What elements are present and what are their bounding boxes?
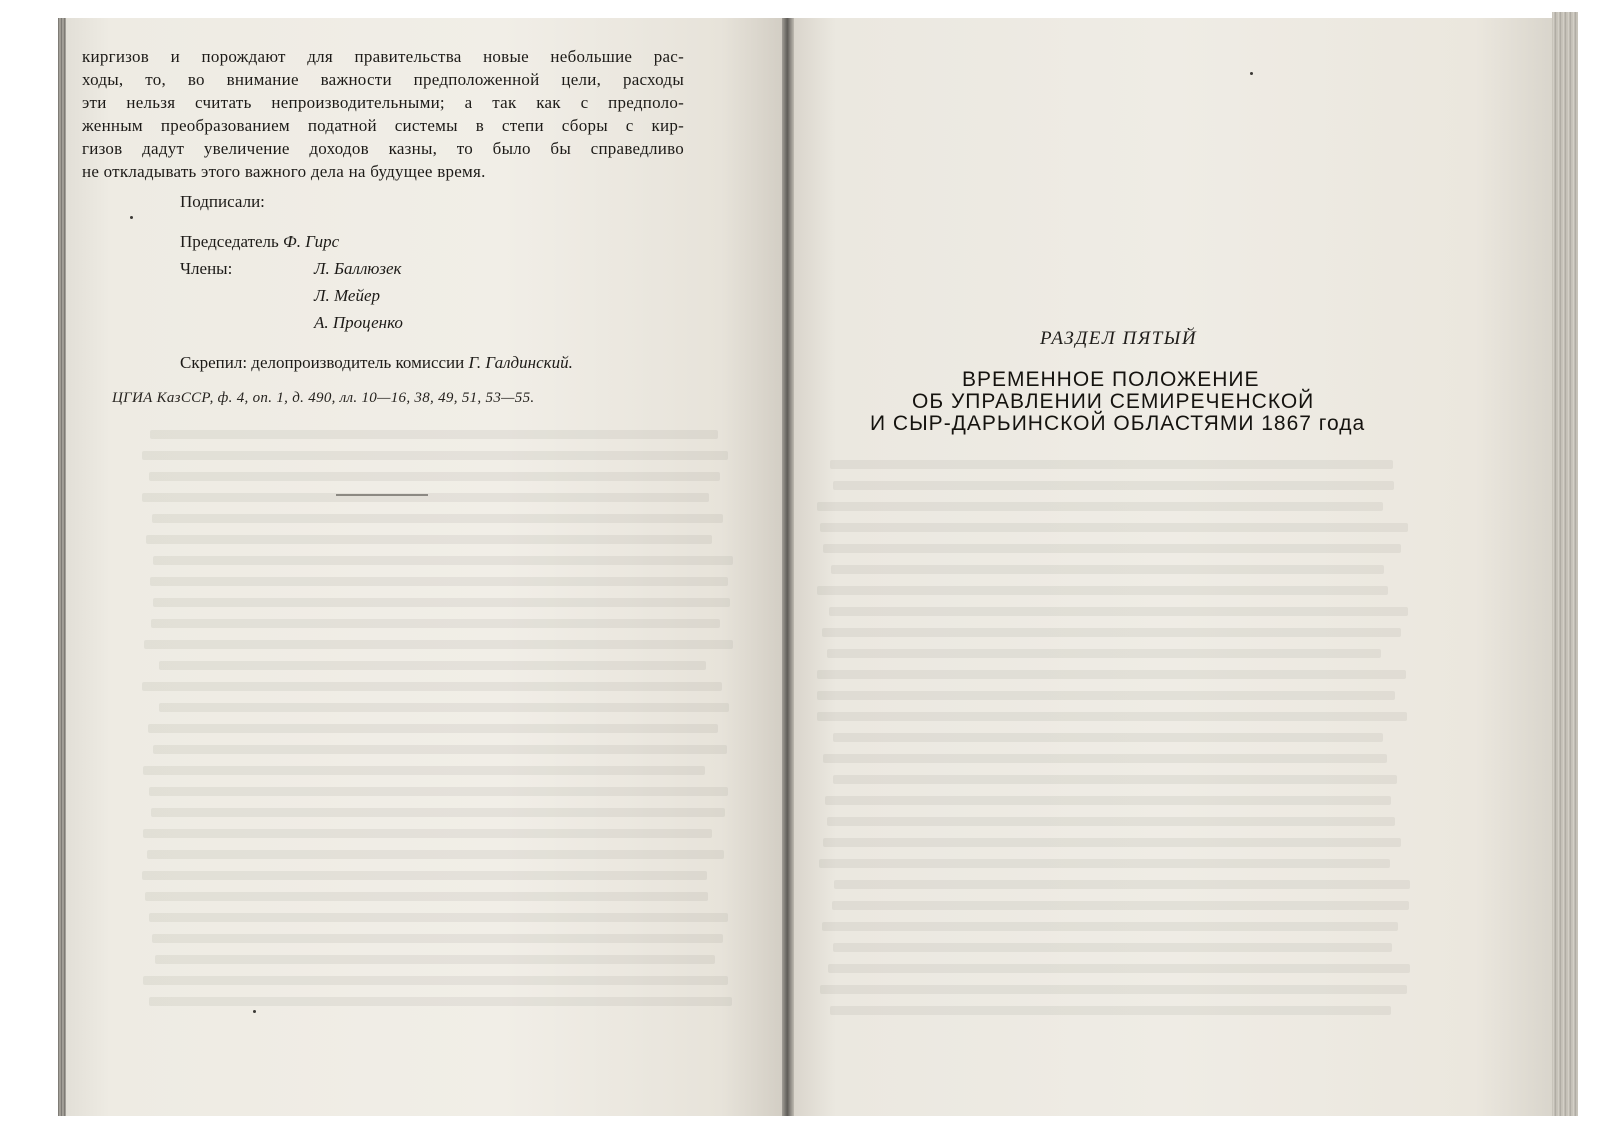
show-through-line [833,943,1391,952]
print-speck [130,216,133,219]
show-through-line [153,745,726,754]
show-through-line [152,514,723,523]
show-through-line [144,640,734,649]
chairman-label: Председатель [180,232,279,251]
paragraph-line: гизов дадут увеличение доходов казны, то было бы справедливо [82,139,684,158]
show-through-line [145,892,709,901]
show-through-line [142,451,727,460]
show-through-line [831,565,1384,574]
chairman-line [180,232,339,252]
show-through-line [159,661,706,670]
show-through-line [153,598,730,607]
show-through-line [827,649,1381,658]
show-through-line [142,682,721,691]
show-through-line [823,754,1387,763]
closing-paragraph [82,45,684,183]
show-through-line [151,619,720,628]
show-through-line [828,964,1410,973]
countersigned-label: Скрепил: делопроизводитель комиссии [180,353,465,372]
show-through-line [149,997,732,1006]
document-title-line: И СЫР-ДАРЬИНСКОЙ ОБЛАСТЯМИ 1867 года [870,412,1366,435]
show-through-line [152,934,723,943]
show-through-line [823,544,1401,553]
paragraph-line: не откладывать этого важного дела на будущее время. [82,162,486,181]
show-through-line [823,838,1401,847]
members-label: Члены: [180,259,233,278]
paragraph-line: эти нельзя считать непроизводительными; а так как с предполо- [82,93,684,112]
show-through-line [143,976,729,985]
show-through-line [150,430,718,439]
show-through-line [820,985,1408,994]
print-speck [1250,72,1253,75]
show-through-line [149,472,720,481]
show-through-line [827,817,1395,826]
member-name: А. Проценко [314,313,403,332]
show-through-line [833,481,1394,490]
show-through-line [830,460,1393,469]
countersigned-line [180,353,573,373]
show-through-line [155,955,715,964]
paragraph-line: киргизов и порождают для правительства новые небольшие рас- [82,47,684,66]
left-page-edge [58,18,66,1116]
show-through-line [153,556,733,565]
chairman-name: Ф. Гирс [283,232,340,251]
document-title-line: ОБ УПРАВЛЕНИИ СЕМИРЕЧЕНСКОЙ [912,390,1315,413]
right-page-edge [1552,12,1578,1116]
show-through-line [820,523,1408,532]
show-through-line [830,1006,1391,1015]
show-through-line [833,775,1397,784]
show-through-line [143,829,712,838]
paragraph-line: женным преобразованием податной системы в степи сборы с кир- [82,116,684,135]
show-through-line [151,808,725,817]
show-through-line [817,712,1407,721]
show-through-line [834,880,1409,889]
member-name: Л. Баллюзек [314,259,402,278]
show-through-line [822,628,1401,637]
show-through-line [817,691,1396,700]
show-through-line [149,787,728,796]
show-through-line [833,733,1383,742]
book-spine [782,18,794,1116]
show-through-line [817,502,1383,511]
show-through-line [150,577,728,586]
show-through-line [822,922,1399,931]
show-through-line [817,670,1406,679]
paragraph-line: ходы, то, во внимание важности предположенной цели, расходы [82,70,684,89]
show-through-line [817,586,1388,595]
show-through-line [146,535,712,544]
show-through-line [825,796,1391,805]
show-through-line [159,703,729,712]
archive-source-reference: ЦГИА КазССР, ф. 4, оп. 1, д. 490, лл. 10—16, 38, 49, 51, 53—55. [112,390,535,406]
show-through-line [819,859,1390,868]
countersigned-name: Г. Галдинский. [468,353,573,372]
member-name: Л. Мейер [314,286,381,305]
show-through-line [147,850,724,859]
show-through-line [832,901,1408,910]
show-through-line [829,607,1408,616]
show-through-line [142,871,708,880]
section-label: РАЗДЕЛ ПЯТЫЙ [1040,328,1198,349]
show-through-line [143,766,705,775]
show-through-line [149,913,728,922]
show-through-line [148,724,718,733]
pencil-underline [336,494,428,496]
signed-label: Подписали: [180,192,265,211]
document-title-line: ВРЕМЕННОЕ ПОЛОЖЕНИЕ [962,368,1260,391]
print-speck [253,1010,256,1013]
